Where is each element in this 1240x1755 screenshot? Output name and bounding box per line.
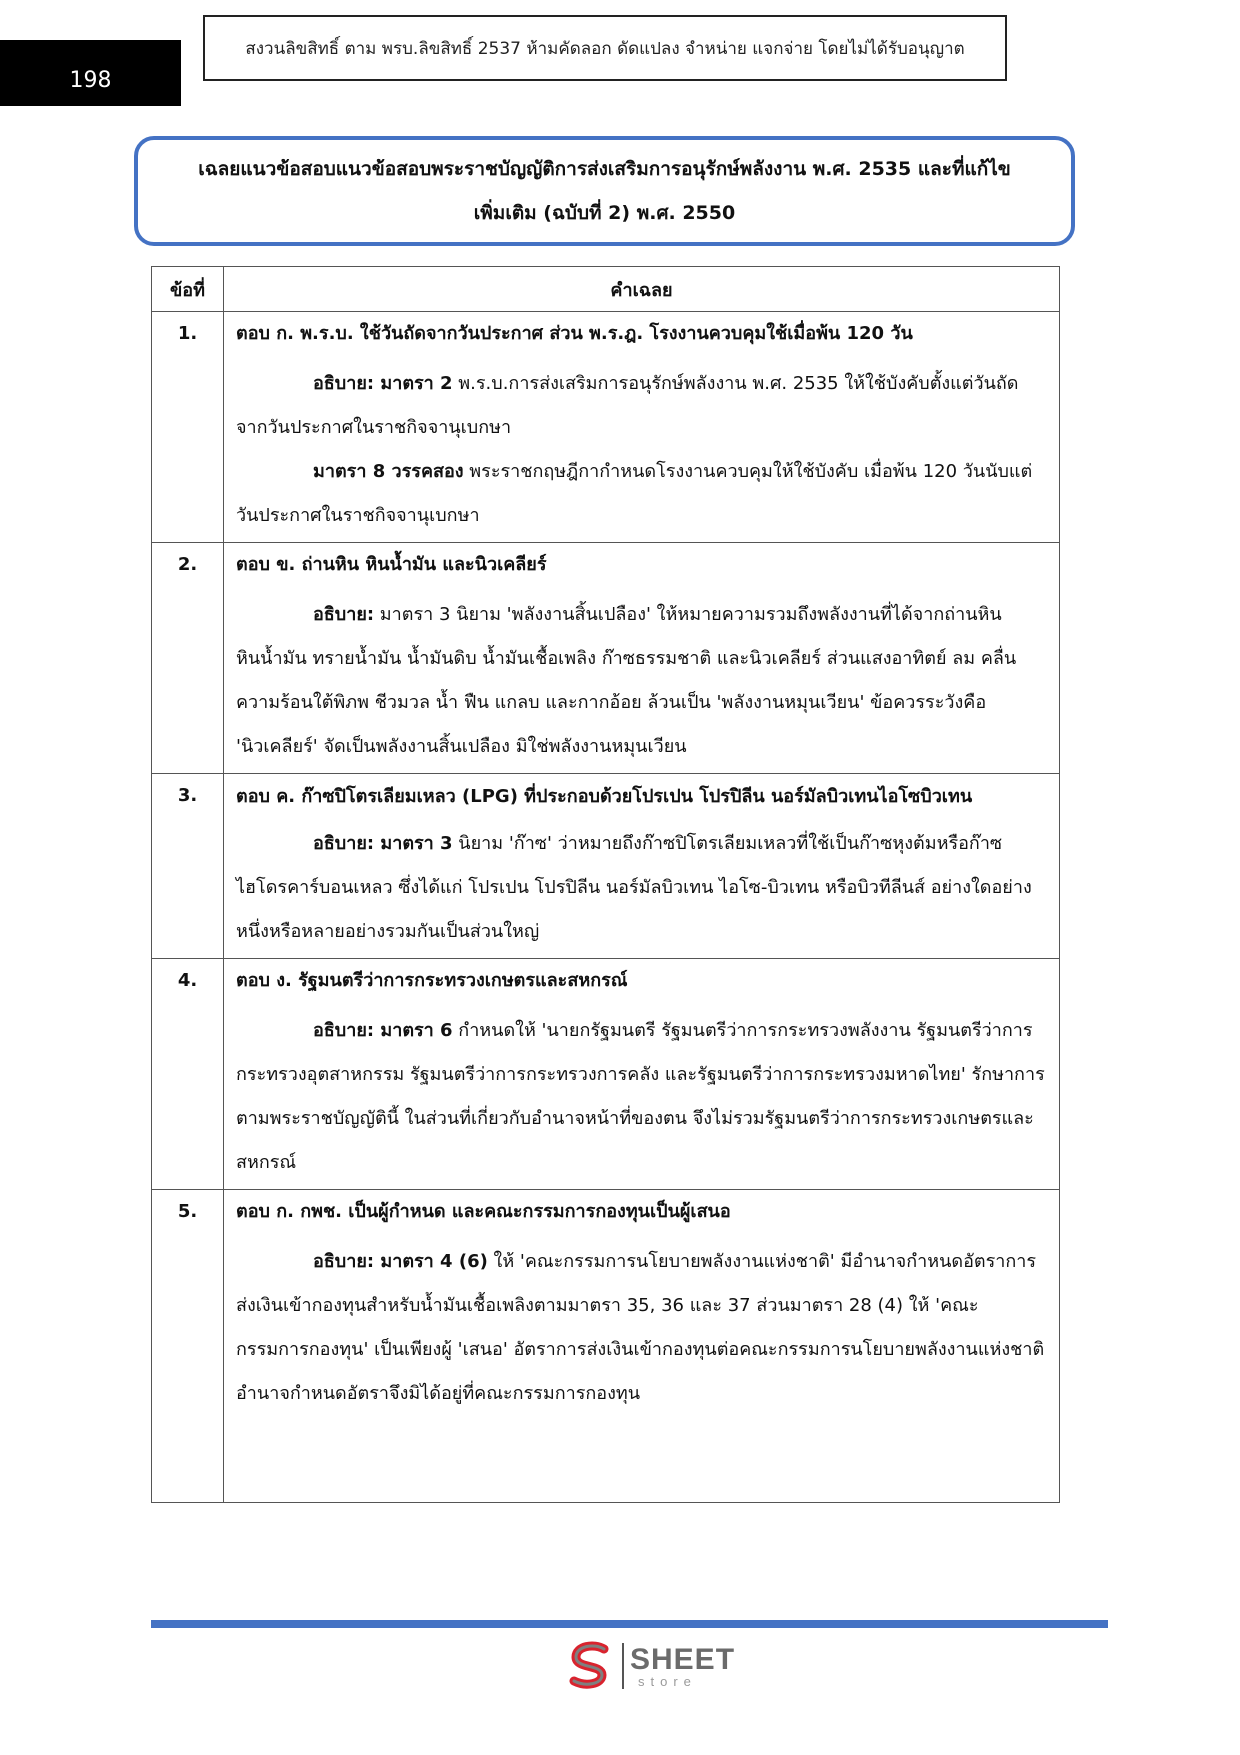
answer-text: ตอบ ข. ถ่านหิน หินน้ำมัน และนิวเคลียร์ xyxy=(236,554,547,575)
explanation-label: อธิบาย: มาตรา 2 xyxy=(313,373,453,394)
logo-divider xyxy=(622,1643,624,1689)
table-row xyxy=(152,543,1060,774)
explanation-label: อธิบาย: มาตรา 3 xyxy=(313,833,453,854)
header-answer: คำเฉลย xyxy=(224,267,1060,312)
explanation-text: นิยาม 'ก๊าซ' ว่าหมายถึงก๊าซปิโตรเลียมเหลวที่ใช้เป็นก๊าซหุงต้มหรือก๊าซไฮโดรคาร์บอนเหลว ซึ่งได้แก่ โปรเปน โปรปิลีน นอร์มัลบิวเทน ไอโซ-บิวเทน หรือบิวทีลีนส์ อย่างใดอย่างหนึ่งหรือหลายอย่างรวมกันเป็นส่วนใหญ่ xyxy=(236,833,1032,942)
explanation xyxy=(236,593,1047,769)
explanation-label: มาตรา 8 วรรคสอง xyxy=(313,461,464,482)
table-row xyxy=(152,774,1060,959)
title-line-2: เพิ่มเติม (ฉบับที่ 2) พ.ศ. 2550 xyxy=(473,202,736,224)
question-number: 4. xyxy=(152,959,224,1190)
answer-cell xyxy=(224,959,1060,1190)
table-header-row xyxy=(152,267,1060,312)
explanation-label: อธิบาย: xyxy=(313,604,375,625)
sheet-store-logo-icon xyxy=(564,1640,616,1692)
answer-cell xyxy=(224,312,1060,543)
answer-table xyxy=(151,266,1060,1503)
table-row xyxy=(152,1190,1060,1503)
copyright-notice xyxy=(203,15,1007,81)
explanation-text: พ.ร.บ.การส่งเสริมการอนุรักษ์พลังงาน พ.ศ. 2535 ให้ใช้บังคับตั้งแต่วันถัดจากวันประกาศในราชกิจจานุเบกษา xyxy=(236,373,1019,438)
question-number: 3. xyxy=(152,774,224,959)
answer-text: ตอบ ค. ก๊าซปิโตรเลียมเหลว (LPG) ที่ประกอบด้วยโปรเปน โปรปิลีน นอร์มัลบิวเทนไอโซบิวเทน xyxy=(236,786,973,807)
explanation xyxy=(236,1240,1047,1416)
answer-text: ตอบ ก. กพช. เป็นผู้กำหนด และคณะกรรมการกองทุนเป็นผู้เสนอ xyxy=(236,1201,731,1222)
explanation xyxy=(236,822,1047,954)
question-number: 5. xyxy=(152,1190,224,1503)
logo-main-text: SHEET xyxy=(630,1642,736,1676)
explanation-text: มาตรา 3 นิยาม 'พลังงานสิ้นเปลือง' ให้หมายความรวมถึงพลังงานที่ได้จากถ่านหิน หินน้ำมัน ทรายน้ำมัน น้ำมันดิบ น้ำมันเชื้อเพลิง ก๊าซธรรมชาติ และนิวเคลียร์ ส่วนแสงอาทิตย์ ลม คลื่น ความร้อนใต้พิภพ ชีวมวล น้ำ ฟืน แกลบ และกากอ้อย ล้วนเป็น 'พลังงานหมุนเวียน' ข้อควรระวังคือ 'นิวเคลียร์' จัดเป็นพลังงานสิ้นเปลือง มิใช่พลังงานหมุนเวียน xyxy=(236,604,1017,757)
table-row xyxy=(152,959,1060,1190)
answer-cell xyxy=(224,1190,1060,1503)
explanation-text: พระราชกฤษฎีกากำหนดโรงงานควบคุมให้ใช้บังคับ เมื่อพ้น 120 วันนับแต่วันประกาศในราชกิจจานุเบกษา xyxy=(236,461,1033,526)
copyright-text: สงวนลิขสิทธิ์ ตาม พรบ.ลิขสิทธิ์ 2537 ห้ามคัดลอก ดัดแปลง จำหน่าย แจกจ่าย โดยไม่ได้รับอนุญาต xyxy=(245,38,965,59)
header-no: ข้อที่ xyxy=(152,267,224,312)
explanation-label: อธิบาย: มาตรา 6 xyxy=(313,1020,453,1041)
question-number: 1. xyxy=(152,312,224,543)
explanation xyxy=(236,1009,1047,1185)
explanation xyxy=(236,362,1047,450)
explanation-label: อธิบาย: มาตรา 4 (6) xyxy=(313,1251,488,1272)
answer-text: ตอบ ก. พ.ร.บ. ใช้วันถัดจากวันประกาศ ส่วน พ.ร.ฎ. โรงงานควบคุมใช้เมื่อพ้น 120 วัน xyxy=(236,323,913,344)
explanation-text: ให้ 'คณะกรรมการนโยบายพลังงานแห่งชาติ' มีอำนาจกำหนดอัตราการส่งเงินเข้ากองทุนสำหรับน้ำมันเชื้อเพลิงตามมาตรา 35, 36 และ 37 ส่วนมาตรา 28 (4) ให้ 'คณะกรรมการกองทุน' เป็นเพียงผู้ 'เสนอ' อัตราการส่งเงินเข้ากองทุนต่อคณะกรรมการนโยบายพลังงานแห่งชาติ อำนาจกำหนดอัตราจึงมิได้อยู่ที่คณะกรรมการกองทุน xyxy=(236,1251,1045,1404)
answer-cell xyxy=(224,543,1060,774)
sheet-store-logo xyxy=(564,1640,735,1692)
question-number: 2. xyxy=(152,543,224,774)
logo-text xyxy=(630,1642,736,1689)
answer-cell xyxy=(224,774,1060,959)
logo-sub-text: store xyxy=(638,1673,697,1689)
table-row xyxy=(152,312,1060,543)
document-title xyxy=(134,136,1075,246)
answer-text: ตอบ ง. รัฐมนตรีว่าการกระทรวงเกษตรและสหกรณ์ xyxy=(236,970,628,991)
page-number-text: 198 xyxy=(69,67,112,93)
page-number xyxy=(0,40,181,106)
title-line-1: เฉลยแนวข้อสอบแนวข้อสอบพระราชบัญญัติการส่งเสริมการอนุรักษ์พลังงาน พ.ศ. 2535 และที่แก้ไข xyxy=(198,158,1011,180)
footer-divider xyxy=(151,1620,1108,1628)
explanation-text: กำหนดให้ 'นายกรัฐมนตรี รัฐมนตรีว่าการกระทรวงพลังงาน รัฐมนตรีว่าการกระทรวงอุตสาหกรรม รัฐมนตรีว่าการกระทรวงการคลัง และรัฐมนตรีว่าการกระทรวงมหาดไทย' รักษาการตามพระราชบัญญัตินี้ ในส่วนที่เกี่ยวกับอำนาจหน้าที่ของตน จึงไม่รวมรัฐมนตรีว่าการกระทรวงเกษตรและสหกรณ์ xyxy=(236,1020,1045,1173)
explanation xyxy=(236,450,1047,538)
